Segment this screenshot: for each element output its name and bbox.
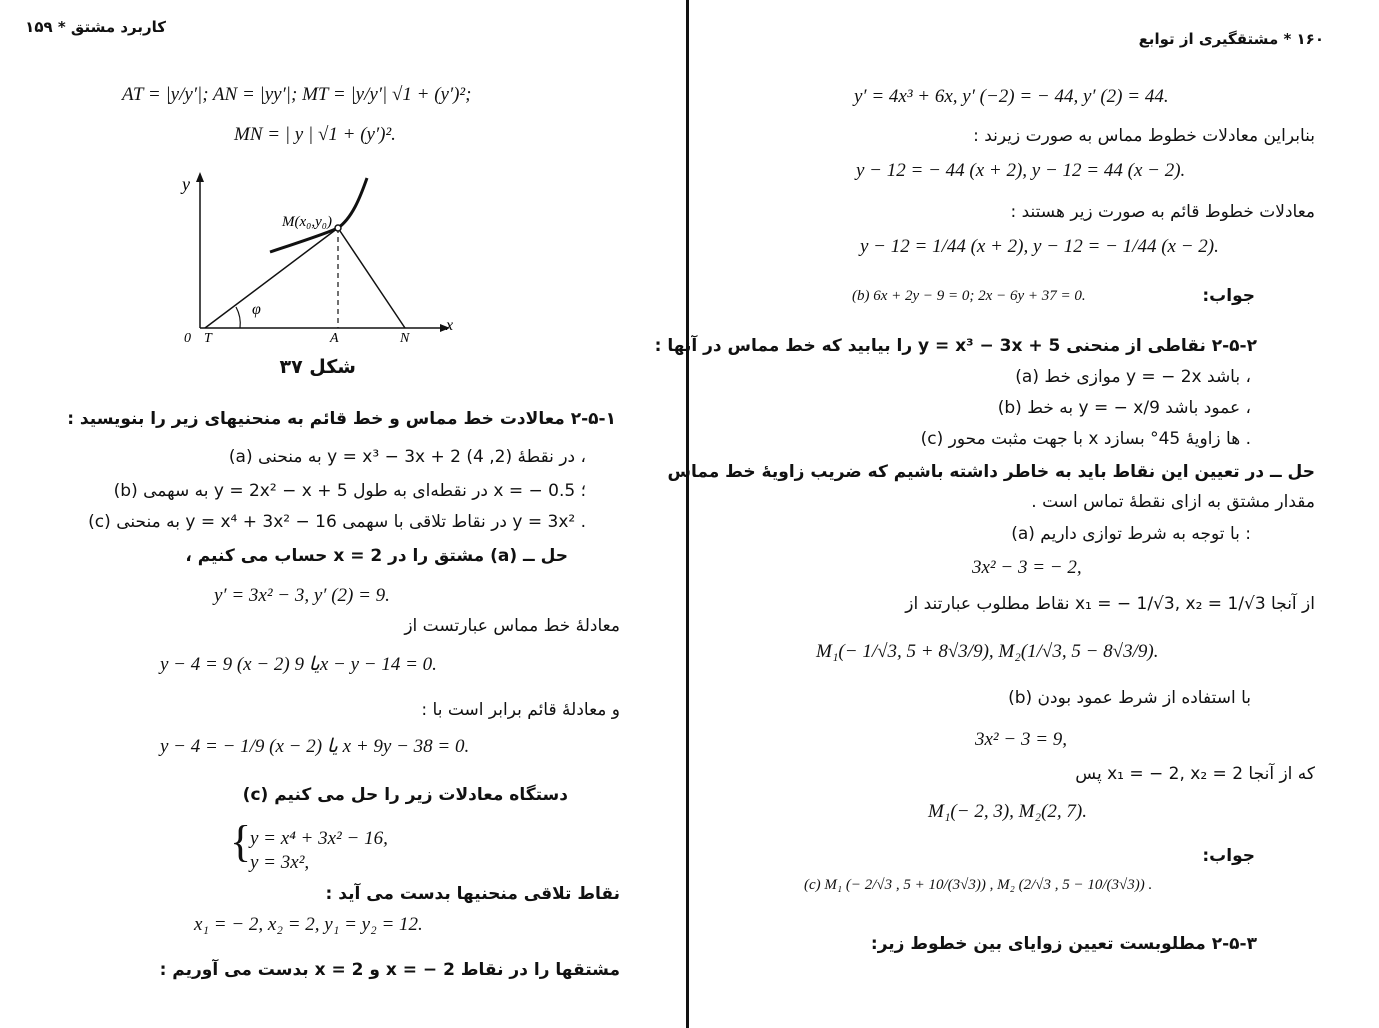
tangent-line bbox=[205, 228, 338, 328]
left-page bbox=[0, 0, 686, 1028]
point-m-label: M(x₀,y₀) bbox=[282, 214, 332, 230]
problem-2-title: ۲-۵-۲ نقاطی از منحنی y = x³ − 3x + 5 را بیابید که خط مماس در آنها : bbox=[654, 336, 1257, 356]
problem-1-part-c: (c) به منحنی y = x⁴ + 3x² − 16 در نقاط تلاقی با سهمی y = 3x² . bbox=[88, 512, 586, 532]
problem-1-title: ۲-۵-۱ معالادت خط مماس و خط قائم به منحنیهای زیر را بنویسید : bbox=[67, 409, 616, 429]
right-page-header: ۱۶۰ * مشتقگیری از توابع bbox=[1138, 30, 1324, 48]
problem-2-part-c: (c) با جهت مثبت محور x ها زاویهٔ 45° بسازد . bbox=[920, 429, 1251, 449]
solution-part-b: (b) با استفاده از شرط عمود بودن bbox=[1008, 688, 1251, 708]
system-equation-1: y = x⁴ + 3x² − 16, bbox=[250, 828, 388, 849]
r-text-3: از آنجا x₁ = − 1/√3, x₂ = 1/√3 نقاط مطلوب عبارتند از bbox=[905, 594, 1315, 614]
equation-4: x₁ = − 2, x₂ = 2, y₁ = y₂ = 12. bbox=[194, 914, 423, 935]
formula-line-1: AT = |y/y′|; AN = |yy′|; MT = |y/y′| √1 + (y′)²; bbox=[122, 84, 472, 105]
right-page bbox=[654, 0, 1379, 1028]
normal-line bbox=[338, 228, 405, 328]
r-equation-4: 3x² − 3 = − 2, bbox=[972, 557, 1082, 578]
problem-1-part-b: (b) به سهمی y = 2x² − x + 5 در نقطه‌ای به طول x = − 0.5 ؛ bbox=[113, 481, 586, 501]
angle-label: φ bbox=[252, 301, 261, 318]
r-equation-7: M₁(− 2, 3), M₂(2, 7). bbox=[928, 801, 1087, 822]
r-text-1: بنابراین معادلات خطوط مماس به صورت زیرند : bbox=[973, 126, 1315, 146]
point-m bbox=[335, 225, 341, 231]
r-equation-1: y′ = 4x³ + 6x, y′ (−2) = − 44, y′ (2) = 44. bbox=[854, 86, 1169, 107]
solution-line-2: مقدار مشتق به ازای نقطهٔ تماس است . bbox=[1031, 492, 1315, 512]
y-axis-label: y bbox=[182, 174, 190, 194]
problem-2-part-a: (a) موازی خط y = − 2x باشد ، bbox=[1015, 367, 1251, 387]
r-equation-2: y − 12 = − 44 (x + 2), y − 12 = 44 (x − 2). bbox=[856, 160, 1186, 181]
figure-caption: شکل ۳۷ bbox=[279, 356, 356, 378]
a-label: A bbox=[330, 331, 339, 346]
n-label: N bbox=[400, 331, 410, 346]
figure-37 bbox=[170, 168, 460, 358]
solution-part-a: (a) با توجه به شرط توازی داریم : bbox=[1011, 524, 1251, 544]
page-gutter bbox=[686, 0, 689, 1028]
formula-line-2: MN = | y | √1 + (y′)². bbox=[234, 124, 396, 145]
equation-1: y′ = 3x² − 3, y′ (2) = 9. bbox=[214, 585, 390, 606]
r-text-4: که از آنجا x₁ = − 2, x₂ = 2 پس bbox=[1075, 764, 1315, 784]
solution-intro: حل ــ (a) مشتق را در x = 2 حساب می کنیم ، bbox=[185, 546, 568, 566]
part-c-text: (c) دستگاه معادلات زیر را حل می کنیم bbox=[242, 785, 568, 805]
derivatives-text: مشتقها را در نقاط x = − 2 و x = 2 بدست می آوریم : bbox=[159, 960, 620, 980]
answer-b: (b) 6x + 2y − 9 = 0; 2x − 6y + 37 = 0. bbox=[852, 288, 1086, 304]
answer-c: (c) M₁ (− 2/√3 , 5 + 10/(3√3)) , M₂ (2/√3 , 5 − 10/(3√3)) . bbox=[804, 877, 1153, 893]
y-axis-arrow bbox=[196, 172, 204, 182]
x-axis-label: x bbox=[446, 317, 454, 334]
normal-text: و معادلهٔ قائم برابر است با : bbox=[421, 700, 620, 720]
r-equation-5: M₁(− 1/√3, 5 + 8√3/9), M₂(1/√3, 5 − 8√3/9). bbox=[816, 641, 1159, 662]
origin-label: 0 bbox=[184, 331, 191, 346]
figure-37-diagram bbox=[170, 168, 460, 358]
angle-arc bbox=[236, 307, 240, 328]
answer-label-2: جواب: bbox=[1202, 846, 1255, 866]
intersection-text: نقاط تلاقی منحنیها بدست می آید : bbox=[325, 884, 620, 904]
problem-1-part-a: (a) به منحنی y = x³ − 3x + 2 در نقطهٔ (2, 4) ، bbox=[228, 447, 586, 467]
equation-2: y − 4 = 9 (x − 2) یا 9x − y − 14 = 0. bbox=[160, 654, 437, 675]
system-equation-2: y = 3x², bbox=[250, 852, 310, 873]
equation-3: y − 4 = − 1/9 (x − 2) یا x + 9y − 38 = 0. bbox=[160, 736, 470, 757]
r-text-2: معادلات خطوط قائم به صورت زیر هستند : bbox=[1010, 202, 1315, 222]
t-label: T bbox=[204, 331, 212, 346]
left-page-header: کاربرد مشتق * ۱۵۹ bbox=[25, 18, 166, 36]
problem-2-part-b: (b) به خط y = − x/9 عمود باشد ، bbox=[997, 398, 1251, 418]
r-equation-3: y − 12 = 1/44 (x + 2), y − 12 = − 1/44 (x − 2). bbox=[860, 236, 1219, 257]
answer-label-1: جواب: bbox=[1202, 286, 1255, 306]
problem-3-title: ۲-۵-۳ مطلوبست تعیین زوایای بین خطوط زیر: bbox=[870, 934, 1257, 954]
system-brace: { bbox=[230, 817, 252, 866]
tangent-text: معادلهٔ خط مماس عبارتست از bbox=[404, 616, 620, 636]
solution-line-1: حل ــ در تعیین این نقاط باید به خاطر داشته باشیم که ضریب زاویهٔ خط مماس bbox=[667, 462, 1315, 482]
r-equation-6: 3x² − 3 = 9, bbox=[975, 729, 1068, 750]
